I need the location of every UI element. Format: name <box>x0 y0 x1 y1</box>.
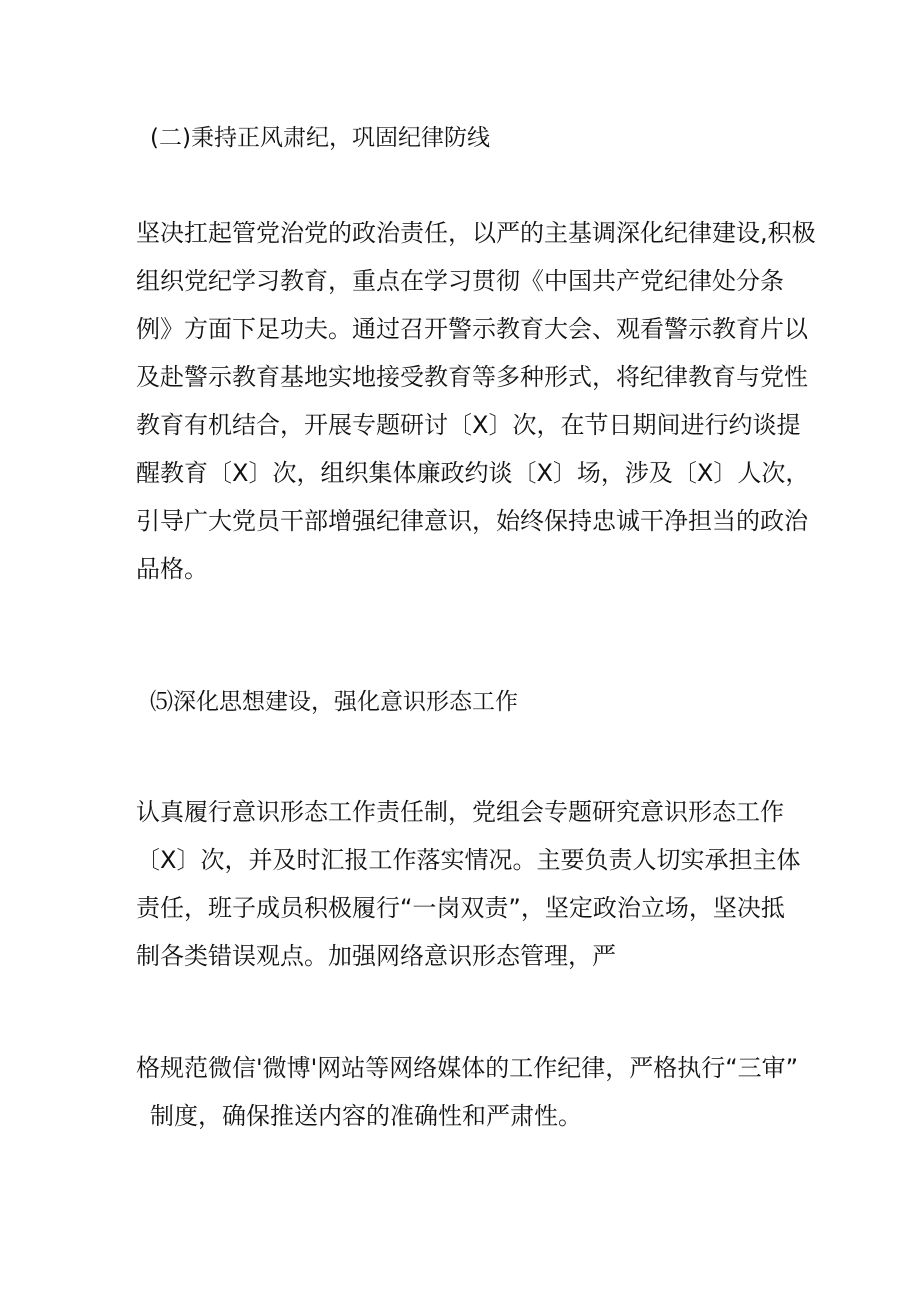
paragraph-1-line-1: 坚决扛起管党治党的政治责任，以严的主基调深化纪律建设,积极 <box>136 219 816 247</box>
section-3-heading: ⑸深化思想建设，强化意识形态工作 <box>150 689 518 715</box>
paragraph-2-line-1: 认真履行意识形态工作责任制，党组会专题研究意识形态工作 <box>136 798 784 826</box>
section-2-heading: (二)秉持正风肃纪，巩固纪律防线 <box>150 125 490 151</box>
paragraph-1-line-6: 醒教育〔X〕次，组织集体廉政约谈〔X〕场，涉及〔X〕人次， <box>136 459 810 487</box>
paragraph-1-line-5: 教育有机结合，开展专题研讨〔X〕次，在节日期间进行约谈提 <box>136 411 801 439</box>
paragraph-1-line-8: 品格。 <box>136 555 208 583</box>
paragraph-2-line-2: 〔X〕次，并及时汇报工作落实情况。主要负责人切实承担主体 <box>136 846 801 874</box>
paragraph-1-line-7: 引导广大党员干部增强纪律意识，始终保持忠诚干净担当的政治 <box>136 507 808 535</box>
paragraph-1-line-2: 组织党纪学习教育，重点在学习贯彻《中国共产党纪律处分条 <box>136 267 784 295</box>
paragraph-2-line-3: 责任，班子成员积极履行“一岗双责”，坚定政治立场，坚决抵 <box>136 894 785 922</box>
paragraph-1-line-4: 及赴警示教育基地实地接受教育等多种形式，将纪律教育与党性 <box>136 363 808 391</box>
paragraph-2-line-4: 制各类错误观点。加强网络意识形态管理，严 <box>136 942 616 970</box>
paragraph-1-line-3: 例》方面下足功夫。通过召开警示教育大会、观看警示教育片以 <box>136 315 808 343</box>
paragraph-3-line-1: 格规范微信'微博'网站等网络媒体的工作纪律，严格执行“三审” <box>136 1054 799 1082</box>
paragraph-3-line-2: 制度，确保推送内容的准确性和严肃性。 <box>150 1102 582 1130</box>
